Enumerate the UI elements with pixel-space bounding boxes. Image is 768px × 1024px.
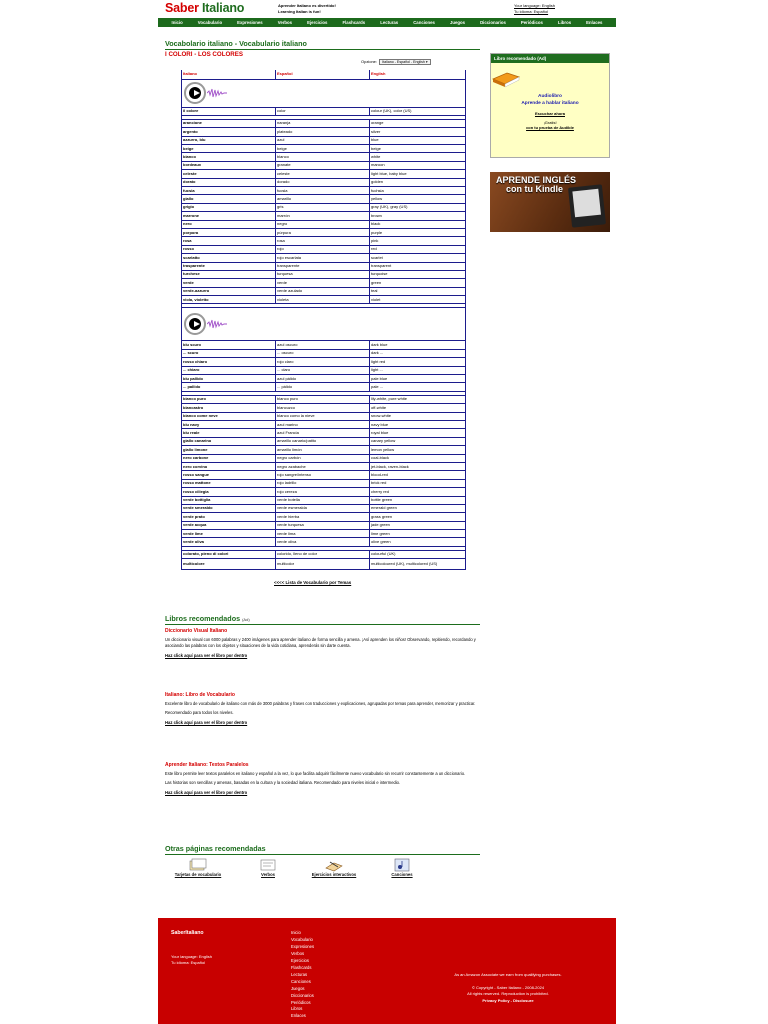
footer-link[interactable]: Enlaces [291, 1013, 306, 1019]
table-cell: red [370, 245, 466, 253]
table-row [182, 471, 466, 479]
sidebar [490, 53, 610, 232]
table-cell: scarlet [370, 254, 466, 262]
table-cell: Italiano [182, 70, 276, 79]
table-cell: multicolore [182, 559, 276, 570]
table-cell: rosa [182, 237, 276, 245]
table-cell: rojo [276, 245, 370, 253]
table-cell: emerald green [370, 504, 466, 512]
table-cell: fucsia [182, 187, 276, 195]
table-cell: scarlatto [182, 254, 276, 262]
table-cell: light blue, baby blue [370, 170, 466, 178]
table-cell: cherry red [370, 488, 466, 496]
table-cell: blu scuro [182, 341, 276, 349]
tagline: Aprender Italiano es divertido! Learning Italian is fun! [278, 3, 336, 14]
table-row [182, 136, 466, 144]
other-pages [165, 844, 480, 877]
table-cell: dark blue [370, 341, 466, 349]
table-cell: rojo claro [276, 358, 370, 366]
book-description: Un diccionario visual con 6000 palabras y 2400 imágenes para aprender italiano de forma sencilla y amena. ¡Así aprenden los niños! Observando, repitiendo, recordando y asociando las palabras con los objetos y situaciones de la vida cotidiana, aprenderás sin darte cuenta. [165, 637, 476, 648]
table-cell: naranja [276, 119, 370, 127]
books-title: Libros recomendados (Ad) [165, 614, 480, 625]
table-cell: biancastro [182, 404, 276, 412]
exercises-link[interactable]: Ejercicios interactivos [309, 858, 359, 877]
table-cell: verde lime [182, 530, 276, 538]
kindle-ad[interactable] [490, 172, 610, 232]
table-row [182, 446, 466, 454]
nav-item[interactable]: Periódicos [520, 20, 543, 25]
listen-now-link[interactable]: Escuchar ahora [534, 111, 565, 116]
table-cell: dark ... [370, 349, 466, 357]
table-cell: verde [276, 279, 370, 287]
book-preview-link[interactable]: Haz click aquí para ver el libro por dentro [165, 720, 248, 725]
table-cell: snow-white [370, 412, 466, 420]
table-cell: plateado [276, 128, 370, 136]
table-row [182, 513, 466, 521]
page-subtitle: I COLORI - LOS COLORES [165, 51, 244, 58]
audio-row [182, 79, 466, 107]
table-row [182, 341, 466, 349]
table-cell: beige [182, 145, 276, 153]
footer-link[interactable]: Inicio [291, 930, 301, 935]
table-cell: beige [276, 145, 370, 153]
table-cell: brick red [370, 479, 466, 487]
footer-link[interactable]: Flashcards [291, 964, 312, 970]
table-row [182, 412, 466, 420]
verbs-link[interactable]: Verbos [243, 858, 293, 877]
songs-link[interactable]: Canciones [377, 858, 427, 877]
table-cell: bordeaux [182, 161, 276, 169]
audiobook-ad[interactable] [490, 53, 610, 158]
table-cell: giallo [182, 195, 276, 203]
table-cell: color [276, 107, 370, 115]
table-cell: silver [370, 128, 466, 136]
table-cell: gris [276, 203, 370, 211]
table-row [182, 530, 466, 538]
table-cell: blanco puro [276, 395, 370, 403]
table-cell: giallo limone [182, 446, 276, 454]
table-cell: azul marino [276, 421, 370, 429]
table-cell: grass green [370, 513, 466, 521]
table-cell: verde-azzurro [182, 287, 276, 295]
table-cell: verde azulado [276, 287, 370, 295]
main-nav [158, 18, 616, 27]
table-cell: grigio [182, 203, 276, 211]
table-row [182, 212, 466, 220]
nav-item[interactable]: Inicio [171, 20, 183, 25]
table-cell: ... pálido [276, 383, 370, 391]
table-cell: rosso mattone [182, 479, 276, 487]
table-cell: turquesa [276, 270, 370, 278]
table-cell: rosso ciliegia [182, 488, 276, 496]
table-cell: giallo canarino [182, 437, 276, 445]
table-cell: rosa [276, 237, 370, 245]
table-cell: nero corvino [182, 462, 276, 470]
table-cell: transparente [276, 262, 370, 270]
table-cell: colour (UK), color (US) [370, 107, 466, 115]
nav-item[interactable]: Juegos [449, 20, 466, 25]
table-cell: verde acqua [182, 521, 276, 529]
table-row [182, 228, 466, 236]
table-row [182, 521, 466, 529]
table-row [182, 145, 466, 153]
table-row [182, 429, 466, 437]
table-cell: fucsia [276, 187, 370, 195]
book-description: Este libro permite leer textos paralelos en italiano y español a la vez, lo que facilita adquirir fácilmente nuevo vocabulario sin recurrir constantemente a un diccionario. [165, 771, 466, 776]
table-cell: amarillo limón [276, 446, 370, 454]
table-cell: Español [276, 70, 370, 79]
page-title: Vocabolario italiano - Vocabulario italiano [165, 39, 480, 50]
table-cell: trasparente [182, 262, 276, 270]
options: Opzione: Italiano - Español - English ▾ [361, 59, 431, 65]
table-cell: brown [370, 212, 466, 220]
table-cell: multicoloured (UK), multicolored (US) [370, 559, 466, 570]
table-cell: pink [370, 237, 466, 245]
table-cell: bottle green [370, 496, 466, 504]
table-cell: azul [276, 136, 370, 144]
footer-link[interactable]: Expresiones [291, 943, 315, 949]
table-cell: azul oscuro [276, 341, 370, 349]
table-cell: orange [370, 119, 466, 127]
table-row [182, 462, 466, 470]
table-row [182, 296, 466, 304]
table-row [182, 479, 466, 487]
table-cell: verde oliva [276, 538, 370, 546]
nav-item[interactable]: Libros [557, 20, 572, 25]
table-cell: púrpura [276, 228, 370, 236]
table-cell: maroon [370, 161, 466, 169]
table-cell: beige [370, 145, 466, 153]
table-row [182, 404, 466, 412]
footer-link[interactable]: Ejercicios [291, 957, 309, 963]
table-cell: blu reale [182, 429, 276, 437]
nav-item[interactable]: Vocabulario [197, 20, 223, 25]
table-row [182, 349, 466, 357]
flashcards-icon [188, 858, 208, 872]
site-header [158, 0, 616, 18]
table-cell: lily-white, pure white [370, 395, 466, 403]
table-cell: light red [370, 358, 466, 366]
table-cell: golden [370, 178, 466, 186]
main-content [165, 39, 480, 567]
table-cell: verde turquesa [276, 521, 370, 529]
table-cell: transparent [370, 262, 466, 270]
table-cell: lime green [370, 530, 466, 538]
footer-link[interactable]: Libros [291, 1006, 303, 1012]
footer-link[interactable]: Vocabulario [291, 936, 313, 942]
book-title[interactable]: Italiano: Libro de Vocabulario [165, 692, 235, 698]
table-cell: negro carbón [276, 454, 370, 462]
table-cell: argento [182, 128, 276, 136]
table-row [182, 488, 466, 496]
table-cell: granate [276, 161, 370, 169]
page [158, 0, 616, 1024]
table-cell: rojo sangre/intenso [276, 471, 370, 479]
table-cell: negro azabache [276, 462, 370, 470]
table-row [182, 245, 466, 253]
kindle-device-icon [568, 184, 606, 227]
table-cell: marrón [276, 212, 370, 220]
table-cell: verde prato [182, 513, 276, 521]
kindle-ad-text: APRENDE INGLÉS con tu Kindle [496, 175, 577, 194]
table-cell: verde [182, 279, 276, 287]
footer-link[interactable]: Diccionarios [291, 992, 314, 998]
table-cell: blu pallido [182, 375, 276, 383]
table-cell: navy blue [370, 421, 466, 429]
table-cell: green [370, 279, 466, 287]
table-cell: pale blue [370, 375, 466, 383]
table-cell: purple [370, 228, 466, 236]
table-cell: nero carbone [182, 454, 276, 462]
table-row [182, 421, 466, 429]
table-cell: amarillo [276, 195, 370, 203]
table-cell: verde hierba [276, 513, 370, 521]
table-row [182, 538, 466, 546]
vocab-topics-link[interactable]: <<<< Lista de Vocabulario por Temas [274, 580, 352, 585]
table-row [182, 170, 466, 178]
verbs-icon [258, 858, 278, 872]
table-cell: rojo ladrillo [276, 479, 370, 487]
table-row [182, 383, 466, 391]
nav-item[interactable]: Expresiones [237, 20, 263, 25]
flashcards-link[interactable]: Tarjetas de vocabulario [173, 858, 223, 877]
table-cell: gray (UK), gray (US) [370, 203, 466, 211]
table-row [182, 262, 466, 270]
table-cell: viola, violetto [182, 296, 276, 304]
play-audio-icon[interactable] [184, 82, 206, 104]
nav-item[interactable]: Flashcards [342, 20, 366, 25]
nav-item[interactable]: Diccionarios [480, 20, 506, 25]
table-cell: rojo cereza [276, 488, 370, 496]
table-cell: dorato [182, 178, 276, 186]
music-icon [392, 858, 412, 872]
site-footer [158, 918, 616, 1024]
table-cell: turchese [182, 270, 276, 278]
table-cell: azul Francia [276, 429, 370, 437]
table-cell: dorado [276, 178, 370, 186]
table-cell: ... pallido [182, 383, 276, 391]
table-row [182, 287, 466, 295]
table-cell: fuchsia [370, 187, 466, 195]
book-description: Excelente libro de vocabulario de italiano con más de 3000 palabras y frases con traducciones y explicaciones, agrupadas por temas para aprender, memorizar y practicar. [165, 701, 476, 706]
table-cell: bianco come neve [182, 412, 276, 420]
table-cell: nero [182, 220, 276, 228]
table-cell: bianco puro [182, 395, 276, 403]
table-row [182, 496, 466, 504]
nav-item[interactable]: Verbos [277, 20, 293, 25]
table-cell: violeta [276, 296, 370, 304]
privacy-policy-link[interactable]: Privacy Policy - Disclosure [482, 997, 534, 1003]
language-switcher[interactable]: Your language: English Tu idioma: Español [514, 3, 555, 14]
table-row [182, 161, 466, 169]
table-cell: off-white [370, 404, 466, 412]
table-cell: rosso [182, 245, 276, 253]
table-cell: negro [276, 220, 370, 228]
site-logo[interactable]: Saber Italiano [165, 1, 245, 15]
footer-link[interactable]: Juegos [291, 985, 305, 991]
table-cell: jet-black, raven-black [370, 462, 466, 470]
table-cell: canary yellow [370, 437, 466, 445]
table-row [182, 153, 466, 161]
table-row [182, 178, 466, 186]
table-cell: royal blue [370, 429, 466, 437]
table-cell: verde esmeralda [276, 504, 370, 512]
exercises-icon [324, 858, 344, 872]
table-cell: white [370, 153, 466, 161]
table-cell: blanco [276, 153, 370, 161]
table-cell: yellow [370, 195, 466, 203]
table-cell: verde oliva [182, 538, 276, 546]
table-row [182, 504, 466, 512]
book-preview-link[interactable]: Haz click aquí para ver el libro por dentro [165, 653, 248, 658]
table-cell: verde smeraldo [182, 504, 276, 512]
table-cell: verde lima [276, 530, 370, 538]
table-row [182, 107, 466, 115]
table-cell: blu navy [182, 421, 276, 429]
vocab-table [181, 70, 466, 570]
table-cell: ... claro [276, 366, 370, 374]
audio-wave-icon [207, 88, 227, 98]
book-title[interactable]: Diccionario Visual Italiano [165, 628, 228, 634]
table-cell: arancione [182, 119, 276, 127]
table-row [182, 220, 466, 228]
table-cell: ... scuro [182, 349, 276, 357]
table-cell: colorido, lleno de color [276, 550, 370, 558]
nav-item[interactable]: Lecturas [380, 20, 399, 25]
table-cell: colourful (UK) [370, 550, 466, 558]
table-cell: violet [370, 296, 466, 304]
table-cell: celeste [182, 170, 276, 178]
table-cell: lemon yellow [370, 446, 466, 454]
table-cell: verde bottiglia [182, 496, 276, 504]
table-cell: coal-black [370, 454, 466, 462]
table-row [182, 395, 466, 403]
footer-link[interactable]: Verbos [291, 950, 305, 956]
book-icon [491, 71, 521, 89]
table-cell: light ... [370, 366, 466, 374]
table-cell: black [370, 220, 466, 228]
footer-language[interactable]: Your language: English Tu idioma: Español [171, 954, 212, 965]
table-cell: azzurro, blu [182, 136, 276, 144]
table-cell: turquoise [370, 270, 466, 278]
table-row [182, 559, 466, 570]
table-cell: blue [370, 136, 466, 144]
book-item [165, 762, 480, 795]
table-row [182, 279, 466, 287]
table-cell: porpora [182, 228, 276, 236]
table-cell: jade green [370, 521, 466, 529]
table-row [182, 375, 466, 383]
table-cell: marrone [182, 212, 276, 220]
table-cell: blood-red [370, 471, 466, 479]
book-title[interactable]: Aprender Italiano: Textos Paralelos [165, 762, 249, 768]
audio-wave-icon [207, 319, 227, 329]
recommended-books [165, 614, 480, 795]
nav-item[interactable]: Enlaces [586, 20, 603, 25]
table-row [182, 437, 466, 445]
table-row [182, 70, 466, 79]
footer-legal: As an Amazon Associate we earn from qualifying purchases. © Copyright - Saber Italiano - 2008-2024 All rights reserved. Reproduction is prohibited. Privacy Policy - Disclosure [410, 972, 606, 1004]
table-cell: azul pálido [276, 375, 370, 383]
table-row [182, 366, 466, 374]
table-cell: amarillo canario/patito [276, 437, 370, 445]
table-cell: olive green [370, 538, 466, 546]
table-row [182, 195, 466, 203]
table-cell: bianco [182, 153, 276, 161]
ad-title: Libro recomendado (Ad) [491, 54, 609, 63]
footer-link[interactable]: Periódicos [291, 999, 311, 1005]
table-row [182, 203, 466, 211]
table-row [182, 550, 466, 558]
table-row [182, 128, 466, 136]
table-cell: celeste [276, 170, 370, 178]
footer-brand: SaberItaliano [171, 930, 204, 936]
footer-link[interactable]: Canciones [291, 978, 311, 984]
table-cell: blanco como la nieve [276, 412, 370, 420]
table-cell: verde botella [276, 496, 370, 504]
table-cell: rosso chiaro [182, 358, 276, 366]
table-cell: rojo escarlata [276, 254, 370, 262]
table-cell: ... oscuro [276, 349, 370, 357]
table-cell: English [370, 70, 466, 79]
table-row [182, 270, 466, 278]
table-row [182, 454, 466, 462]
table-cell: colorato, pieno di colori [182, 550, 276, 558]
table-row [182, 254, 466, 262]
book-note: Recomendado para todos los niveles. [165, 710, 234, 715]
ad-cta: Escuchar ahora ¡Gratis! con tu prueba de Audible [491, 111, 609, 130]
footer-links [291, 930, 314, 1020]
table-cell: pale ... [370, 383, 466, 391]
table-row [182, 187, 466, 195]
table-row [182, 237, 466, 245]
book-preview-link[interactable]: Haz click aquí para ver el libro por dentro [165, 790, 248, 795]
play-audio-icon[interactable] [184, 313, 206, 335]
language-options-select[interactable]: Italiano - Español - English ▾ [379, 59, 431, 65]
book-item [165, 692, 480, 725]
other-pages-title: Otras páginas recomendadas [165, 844, 480, 855]
table-cell: blancuzco [276, 404, 370, 412]
table-cell: rosso sangue [182, 471, 276, 479]
table-row [182, 358, 466, 366]
ad-headline: Audiolibro Aprende a hablar italiano [521, 94, 579, 106]
nav-item[interactable]: Ejercicios [307, 20, 328, 25]
table-cell: il colore [182, 107, 276, 115]
table-cell: ... chiaro [182, 366, 276, 374]
nav-item[interactable]: Canciones [413, 20, 435, 25]
table-cell: multicolor [276, 559, 370, 570]
book-note: Las historias son sencillas y amenas, basadas en la cultura y la sociedad italiana. Recomendado para niveles inicial e intermedio. [165, 780, 401, 785]
table-cell: teal [370, 287, 466, 295]
audio-row [182, 308, 466, 341]
book-item [165, 628, 480, 658]
table-row [182, 119, 466, 127]
footer-link[interactable]: Lecturas [291, 971, 308, 977]
